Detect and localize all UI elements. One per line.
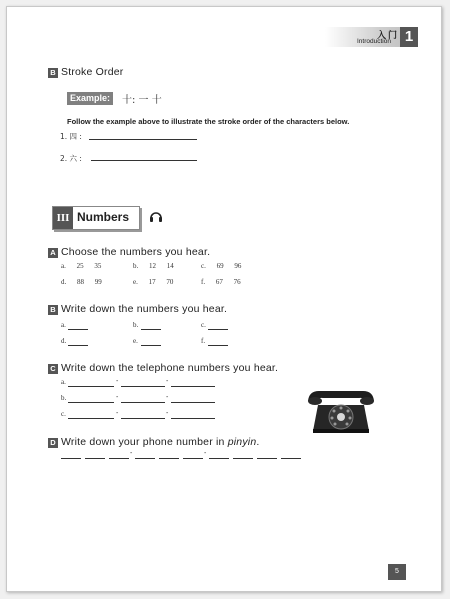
answer-f[interactable]: f. 67 76 <box>201 278 241 286</box>
stroke-order-badge: B <box>48 68 58 78</box>
write-b-label: b. <box>133 321 139 329</box>
section-d-badge: D <box>48 438 58 448</box>
phone-c-part-1[interactable] <box>68 418 114 419</box>
stroke-item-1-label: 1. 四 : <box>60 132 82 141</box>
phone-b-dash-1: - <box>116 394 119 401</box>
section-d-title-prefix: Write down your phone number in <box>61 436 228 448</box>
phone-a-dash-1: - <box>116 378 119 385</box>
phone-b-part-1[interactable] <box>68 402 114 403</box>
chapter-number: 1 <box>400 27 418 47</box>
own-phone-dash-1: - <box>130 450 133 457</box>
answer-a[interactable]: a. 25 35 <box>61 262 102 270</box>
answer-d[interactable]: d. 88 99 <box>61 278 102 286</box>
section-c-badge: C <box>48 364 58 374</box>
section-d-title-suffix: . <box>256 436 260 448</box>
write-a-line[interactable] <box>68 329 88 330</box>
write-c-line[interactable] <box>208 329 228 330</box>
write-b-line[interactable] <box>141 329 161 330</box>
phone-a-part-3[interactable] <box>171 386 215 387</box>
phone-a-label: a. <box>61 378 66 386</box>
phone-b-part-2[interactable] <box>121 402 165 403</box>
phone-b-part-3[interactable] <box>171 402 215 403</box>
own-phone-digit-4[interactable] <box>135 458 155 459</box>
answer-e[interactable]: e. 17 70 <box>133 278 174 286</box>
write-c-label: c. <box>201 321 206 329</box>
section-b-title: Write down the numbers you hear. <box>61 303 228 315</box>
rotary-telephone-icon <box>305 387 377 440</box>
write-d-line[interactable] <box>68 345 88 346</box>
own-phone-digit-10[interactable] <box>281 458 301 459</box>
stroke-item-2-answer-line[interactable] <box>91 160 197 161</box>
own-phone-digit-1[interactable] <box>61 458 81 459</box>
header-english: Introduction <box>357 38 391 45</box>
phone-a-part-2[interactable] <box>121 386 165 387</box>
section-d-title <box>61 436 259 448</box>
section-a-title: Choose the numbers you hear. <box>61 246 211 258</box>
headphones-icon[interactable] <box>149 210 163 228</box>
phone-a-part-1[interactable] <box>68 386 114 387</box>
example-characters: 十: 一 十 <box>122 95 162 106</box>
write-e-line[interactable] <box>141 345 161 346</box>
stroke-order-instruction: Follow the example above to illustrate the stroke order of the characters below. <box>67 117 350 126</box>
stroke-item-2-label: 2. 六 : <box>60 154 82 163</box>
own-phone-digit-6[interactable] <box>183 458 203 459</box>
header-chinese: 入门 <box>377 31 400 41</box>
answer-c[interactable]: c. 69 96 <box>201 262 242 270</box>
page-number: 5 <box>388 564 406 580</box>
phone-c-dash-2: - <box>166 410 169 417</box>
answer-b[interactable]: b. 12 14 <box>133 262 174 270</box>
workbook-page <box>6 6 442 592</box>
numbers-section-roman: III <box>53 207 73 229</box>
own-phone-digit-5[interactable] <box>159 458 179 459</box>
own-phone-digit-9[interactable] <box>257 458 277 459</box>
section-d-title-pinyin: pinyin <box>227 436 257 448</box>
stroke-order-title: Stroke Order <box>61 66 124 78</box>
section-b-badge: B <box>48 305 58 315</box>
section-a-badge: A <box>48 248 58 258</box>
own-phone-digit-2[interactable] <box>85 458 105 459</box>
phone-c-label: c. <box>61 410 66 418</box>
own-phone-dash-2: - <box>204 450 207 457</box>
own-phone-digit-8[interactable] <box>233 458 253 459</box>
phone-c-dash-1: - <box>116 410 119 417</box>
section-c-title: Write down the telephone numbers you hear. <box>61 362 279 374</box>
write-f-line[interactable] <box>208 345 228 346</box>
phone-c-part-2[interactable] <box>121 418 165 419</box>
phone-b-label: b. <box>61 394 67 402</box>
write-e-label: e. <box>133 337 138 345</box>
write-f-label: f. <box>201 337 206 345</box>
own-phone-digit-3[interactable] <box>109 458 129 459</box>
phone-c-part-3[interactable] <box>171 418 215 419</box>
numbers-section-title: Numbers <box>77 210 130 224</box>
own-phone-digit-7[interactable] <box>209 458 229 459</box>
write-a-label: a. <box>61 321 66 329</box>
phone-a-dash-2: - <box>166 378 169 385</box>
stroke-item-1-answer-line[interactable] <box>89 139 197 140</box>
example-label: Example: <box>67 92 113 105</box>
numbers-section-banner <box>52 206 140 230</box>
phone-b-dash-2: - <box>166 394 169 401</box>
write-d-label: d. <box>61 337 67 345</box>
